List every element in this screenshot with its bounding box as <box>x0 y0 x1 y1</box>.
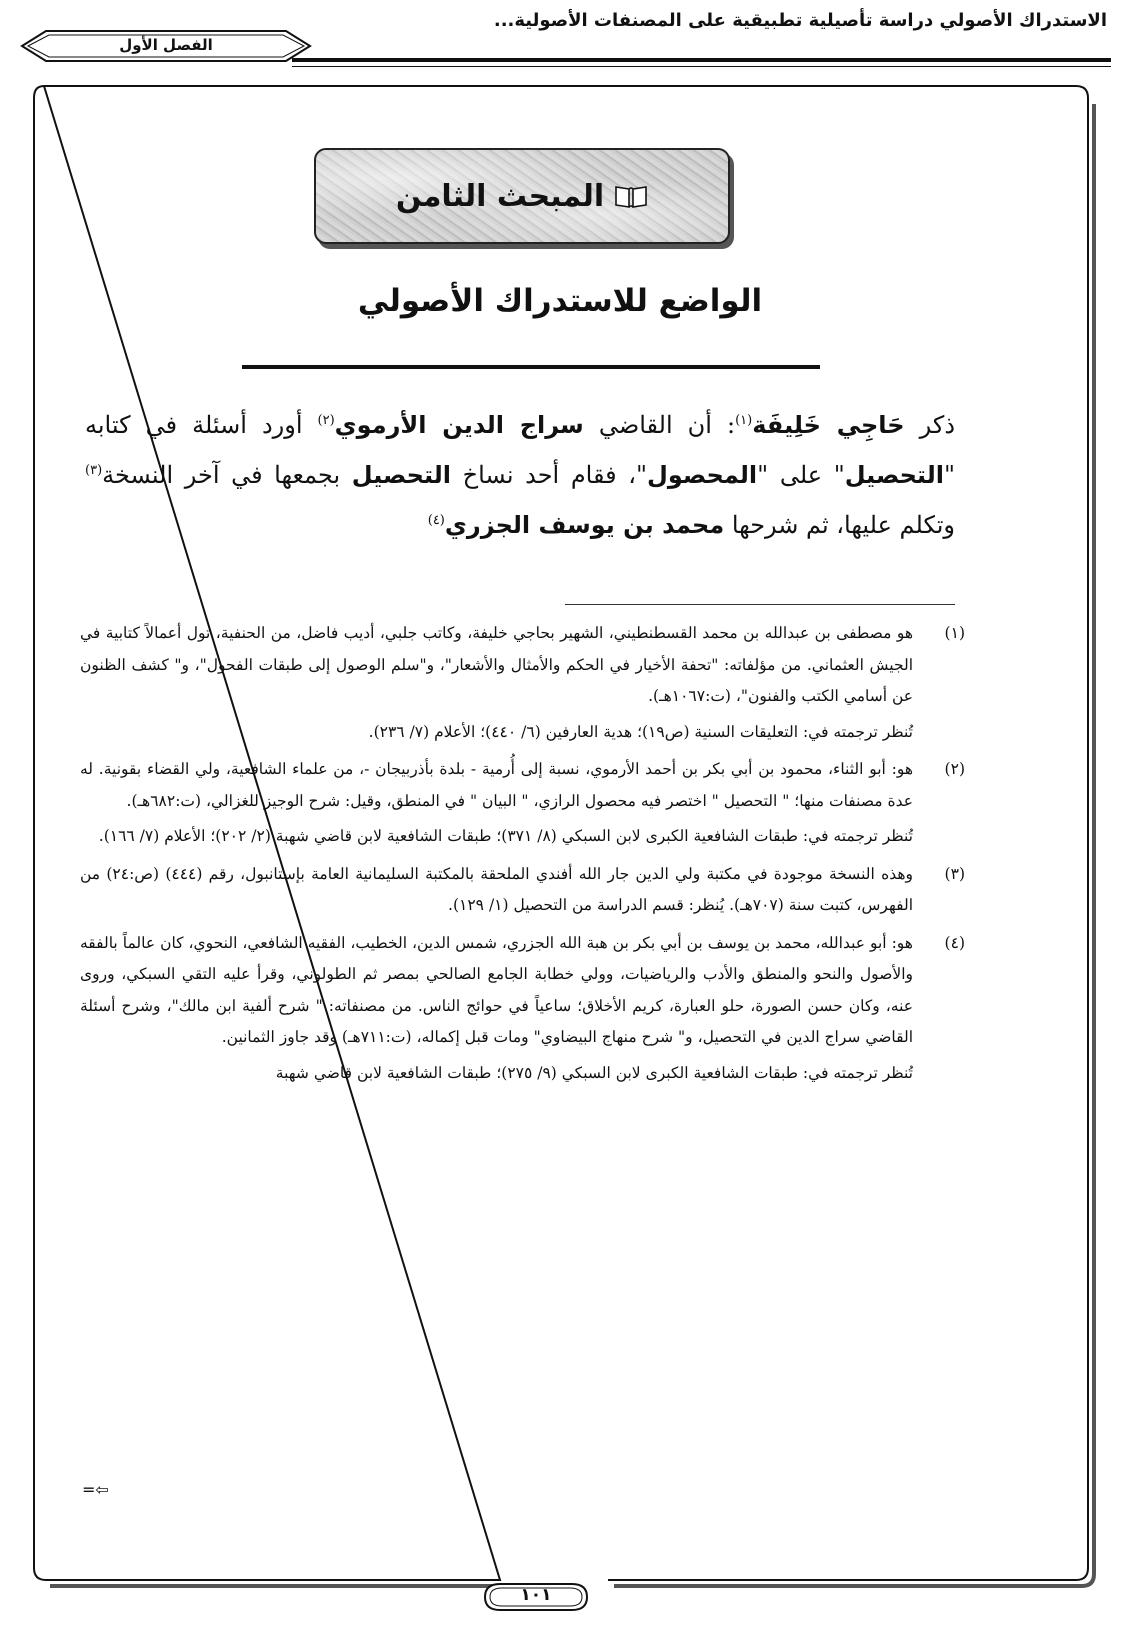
footnote-number: (٤) <box>944 933 965 952</box>
main-paragraph <box>85 400 955 550</box>
name-muhammad-jazari: محمد بن يوسف الجزري <box>444 511 725 539</box>
footnote-4 <box>80 928 965 1090</box>
text-segment: " على " <box>757 461 845 489</box>
text-segment: ذكر <box>904 411 956 439</box>
text-segment: : أن القاضي <box>583 411 736 439</box>
book-tahsil: التحصيل <box>844 461 944 489</box>
footnote-ref-1: (١) <box>735 413 753 428</box>
footnote-ref-3: (٣) <box>85 463 103 478</box>
name-haji-khalifa: حَاجِي خَلِيفَة <box>752 411 905 439</box>
footnote-number: (٣) <box>944 864 965 883</box>
footnote-1 <box>80 618 965 748</box>
footnote-text: هو مصطفى بن عبدالله بن محمد القسطنطيني، الشهير بحاجي خليفة، وكاتب جلبي، أديب فاضل، من الحنفية، تول أعمالاً كتابية في الجيش العثماني. من مؤلفاته: "تحفة الأخيار في الحكم والأمثال والأشعار"، و"سلم الوصول إلى طبقات الفحول"، و" كشف الظنون عن أسامي الكتب والفنون"، (ت:١٠٦٧هـ). <box>80 624 913 705</box>
footnote-3 <box>80 859 965 922</box>
heading-rule <box>242 365 820 369</box>
footnote-separator <box>565 604 955 605</box>
footnote-text: هو: أبو الثناء، محمود بن أبي بكر بن أحمد الأرموي، نسبة إلى أُرمية - بلدة بأذربيجان -، من علماء الشافعية، ولي القضاء بقونية. له عدة مصنفات منها؛ " التحصيل " اختصر فيه محصول الرازي، " البيان " في المنطق، وقيل: شرح الوجيز للغزالي، (ت:٦٨٢هـ). <box>80 760 913 810</box>
footnote-ref-4: (٤) <box>427 513 445 528</box>
footnote-reference: تُنظر ترجمته في: طبقات الشافعية الكبرى لابن السبكي (٨/ ٣٧١)؛ طبقات الشافعية لابن قاضي شهبة (٢/ ٢٠٢)؛ الأعلام (٧/ ١٦٦). <box>98 827 913 845</box>
open-book-icon <box>614 183 648 209</box>
footnote-reference: تُنظر ترجمته في: طبقات الشافعية الكبرى لابن السبكي (٩/ ٢٧٥)؛ طبقات الشافعية لابن قاضي شهبة <box>275 1063 913 1082</box>
page-number: ١٠١ <box>520 1585 552 1605</box>
section-title-box <box>314 148 730 244</box>
book-title: الاستدراك الأصولي دراسة تأصيلية تطبيقية على المصنفات الأصولية... <box>493 10 1107 31</box>
text-segment: "، فقام أحد نساخ <box>451 461 648 489</box>
text-segment: أورد أسئلة في كتابه " <box>85 411 955 489</box>
book-mahsul: المحصول <box>647 461 758 489</box>
footnote-number: (٢) <box>944 760 965 778</box>
footnotes <box>80 618 965 1095</box>
chapter-label: الفصل الأول <box>119 36 213 54</box>
section-title: المبحث الثامن <box>395 178 605 214</box>
footnote-ref-2: (٢) <box>317 413 335 428</box>
footnote-2 <box>80 754 965 853</box>
section-subheading: الواضع للاستدراك الأصولي <box>357 283 763 319</box>
footnote-text: هو: أبو عبدالله، محمد بن يوسف بن أبي بكر بن هبة الله الجزري، شمس الدين، الخطيب، الفقيه الشافعي، النحوي، كان عالماً بالفقه والأصول والنحو والمنطق والأدب والرياضيات، وولي خطابة الجامع الصالحي بمصر ثم الطولوني، وقرأ عليه التقي السبكي، وروى عنه، وكان حسن الصورة، حلو العبارة، كريم الأخلاق؛ ساعياً في حوائج الناس. من مصنفاته: " شرح ألفية ابن مالك"، وشرح أسئلة القاضي سراج الدين في التحصيل، و" شرح منهاج البيضاوي" ومات قبل إكماله، (ت:٧١١هـ) وقد جاوز الثمانين. <box>80 933 913 1046</box>
header-rule <box>292 58 1111 62</box>
text-segment: بجمعها في آخر النسخة <box>102 461 352 489</box>
footnote-text: وهذه النسخة موجودة في مكتبة ولي الدين جار الله أفندي الملحقة بالمكتبة السليمانية العامة بإستانبول، رقم (٤٤٤) (ص:٢٤) من الفهرس، كتبت سنة (٧٠٧هـ). يُنظر: قسم الدراسة من التحصيل (١/ ١٢٩). <box>80 864 914 914</box>
name-siraj-aldin-armawi: سراج الدين الأرموي <box>334 411 584 439</box>
text-segment: وتكلم عليها، ثم شرحها <box>724 511 955 539</box>
footnote-reference: تُنظر ترجمته في: التعليقات السنية (ص١٩)؛ هدية العارفين (٦/ ٤٤٠)؛ الأعلام (٧/ ٢٣٦). <box>368 722 913 741</box>
footnote-number: (١) <box>944 624 965 642</box>
continuation-mark: =⇦ <box>82 1480 109 1499</box>
header-rule-thin <box>292 66 1111 67</box>
book-tahsil-2: التحصيل <box>351 461 451 489</box>
